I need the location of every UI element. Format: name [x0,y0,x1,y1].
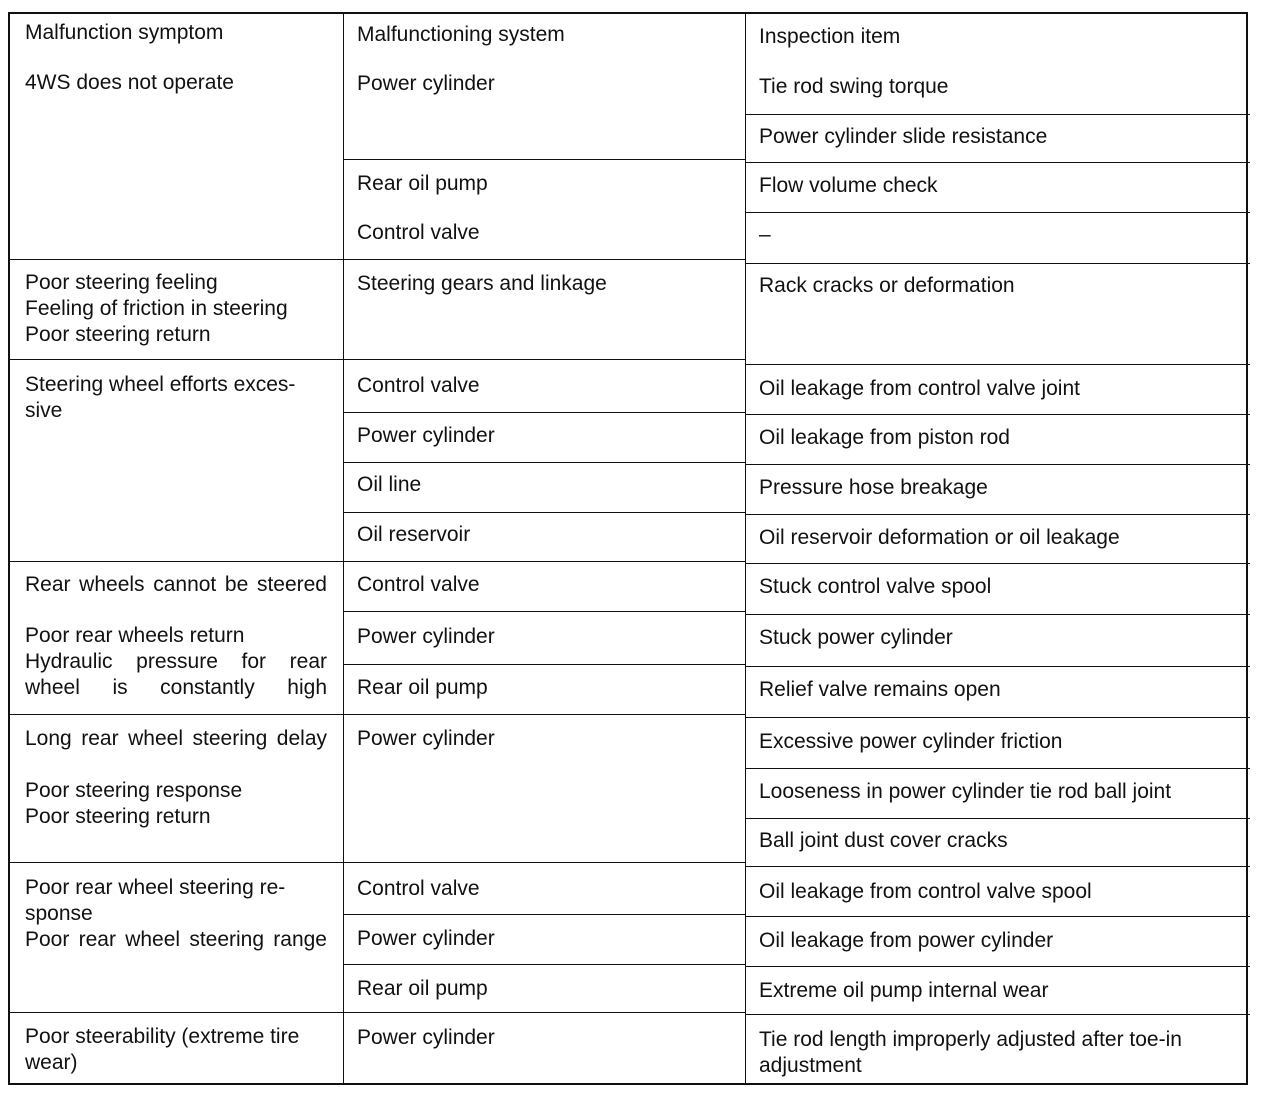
symptom-cell: Poor rear wheel steering re- sponse [25,876,286,925]
row-divider [343,914,745,915]
system-cell: Control valve [357,877,480,900]
symptom-cell: Poor rear wheels return [25,624,245,647]
row-divider [10,259,343,260]
column-divider [745,14,746,1083]
inspection-cell: Extreme oil pump internal wear [759,979,1049,1002]
row-divider [745,966,1250,967]
inspection-cell: – [759,223,771,246]
system-cell: Rear oil pump [357,977,488,1000]
row-divider [10,1012,343,1013]
symptom-cell: Poor rear wheel steering range [25,928,327,951]
system-cell: Power cylinder [357,1026,495,1049]
system-cell: Power cylinder [357,927,495,950]
system-cell: Power cylinder [357,424,495,447]
row-divider [10,714,343,715]
inspection-cell: Stuck control valve spool [759,575,992,598]
symptom-cell: Poor steering response Poor steering return [25,779,243,828]
inspection-cell: Looseness in power cylinder tie rod ball joint [759,780,1172,803]
row-divider [745,263,1250,264]
system-cell: Oil reservoir [357,523,471,546]
symptom-cell: Poor steering feeling Feeling of friction in steering Poor steering return [25,271,288,346]
row-divider [10,359,343,360]
row-divider [343,964,745,965]
row-divider [745,768,1250,769]
row-divider [343,664,745,665]
row-divider [343,159,745,160]
symptom-cell: Poor steerability (extreme tire wear) [25,1025,300,1074]
system-cell: Rear oil pump [357,676,488,699]
row-divider [745,464,1250,465]
inspection-cell: Stuck power cylinder [759,626,953,649]
system-cell: Power cylinder [357,72,495,95]
row-divider [745,212,1250,213]
header-inspection-item: Inspection item [759,25,901,48]
system-cell: Power cylinder [357,625,495,648]
symptom-cell: Rear wheels cannot be steered [25,573,327,596]
row-divider [343,561,745,562]
inspection-cell: Flow volume check [759,174,938,197]
row-divider [745,114,1250,115]
row-divider [745,414,1250,415]
row-divider [343,359,745,360]
row-divider [343,714,745,715]
column-divider [343,14,344,1083]
row-divider [343,259,745,260]
row-divider [745,916,1250,917]
row-divider [745,866,1250,867]
inspection-cell: Oil leakage from power cylinder [759,929,1054,952]
system-cell: Power cylinder [357,727,495,750]
row-divider [343,412,745,413]
row-divider [343,462,745,463]
row-divider [745,162,1250,163]
symptom-cell: Steering wheel efforts exces- sive [25,373,296,422]
system-cell: Steering gears and linkage [357,272,607,295]
symptom-cell: Hydraulic pressure for rear wheel is constantly high [25,650,327,699]
row-divider [343,611,745,612]
system-cell: Rear oil pump [357,172,488,195]
row-divider [343,862,745,863]
header-malfunctioning-system: Malfunctioning system [357,23,565,46]
symptom-cell: 4WS does not operate [25,71,234,94]
inspection-cell: Relief valve remains open [759,678,1001,701]
inspection-cell: Pressure hose breakage [759,476,988,499]
inspection-cell: Excessive power cylinder friction [759,730,1063,753]
inspection-cell: Oil leakage from piston rod [759,426,1010,449]
header-malfunction-symptom: Malfunction symptom [25,21,224,44]
row-divider [343,1012,745,1013]
row-divider [745,364,1250,365]
system-cell: Oil line [357,473,422,496]
row-divider [745,717,1250,718]
row-divider [745,666,1250,667]
row-divider [745,1014,1250,1015]
row-divider [343,512,745,513]
system-cell: Control valve [357,573,480,596]
inspection-cell: Oil leakage from control valve spool [759,880,1092,903]
row-divider [10,862,343,863]
row-divider [745,818,1250,819]
inspection-cell: Oil leakage from control valve joint [759,377,1080,400]
inspection-cell: Rack cracks or deformation [759,274,1015,297]
system-cell: Control valve [357,374,480,397]
inspection-cell: Oil reservoir deformation or oil leakage [759,526,1120,549]
troubleshooting-table [8,12,1248,1085]
symptom-cell: Long rear wheel steering delay [25,727,327,750]
row-divider [745,614,1250,615]
row-divider [10,561,343,562]
row-divider [745,563,1250,564]
inspection-cell: Ball joint dust cover cracks [759,829,1008,852]
inspection-cell: Tie rod swing torque [759,75,949,98]
inspection-cell: Power cylinder slide resistance [759,125,1048,148]
system-cell: Control valve [357,221,480,244]
inspection-cell: Tie rod length improperly adjusted after toe-in adjustment [759,1028,1182,1077]
row-divider [745,514,1250,515]
